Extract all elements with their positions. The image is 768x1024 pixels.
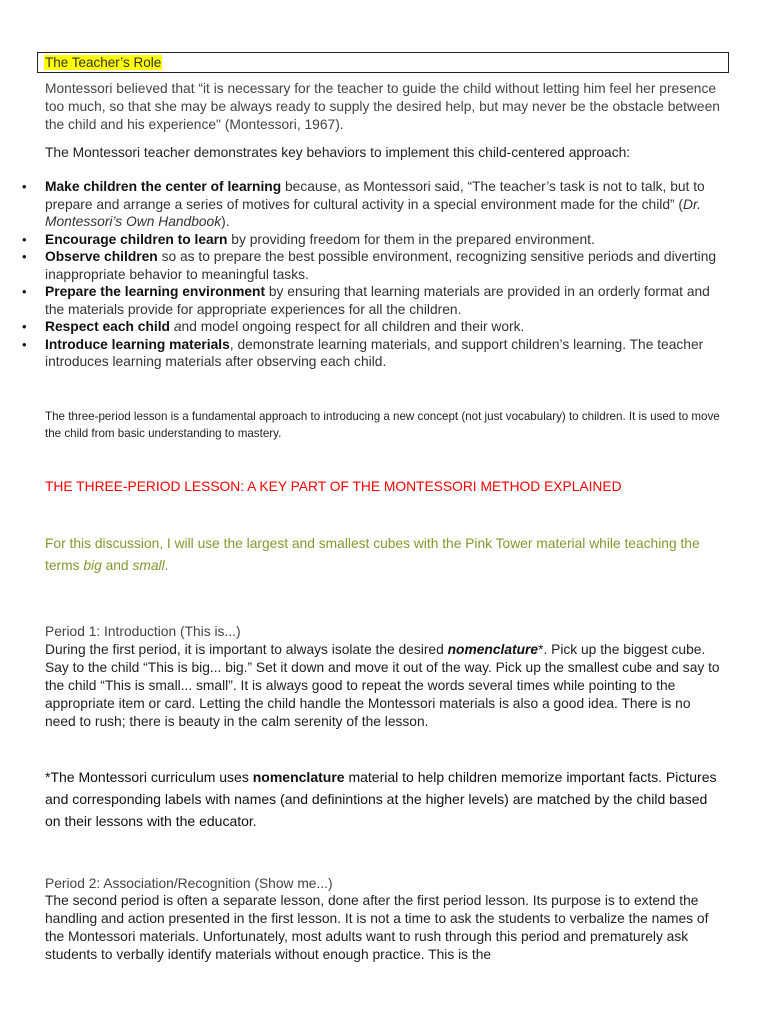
three-period-paragraph: The three-period lesson is a fundamental approach to introducing a new concept (not just vocabulary) to children. It is used to move the child from basic understanding to mastery. [45,410,720,440]
period1-body [45,641,725,731]
bullet-text: , demonstrate learning materials, and support children’s learning. The teacher introduces learning materials after observing each child. [45,336,704,369]
list-item [0,231,730,249]
olive-text: and [101,557,133,573]
bullet-icon: • [22,284,27,299]
bullet-icon: • [22,336,27,352]
quote-paragraph: Montessori believed that “it is necessary for the teacher to guide the child without letting him feel her presence too much, so that she may be always ready to supply the desired help, but may never be the obstacle between the child and his experience" (Montessori, 1967). [45,81,720,132]
bullet-bold-label: Respect each child [45,319,170,334]
olive-text: . [164,557,169,573]
term-small: small [132,557,165,573]
list-item [0,283,730,318]
period2-heading: Period 2: Association/Recognition (Show me...) [45,876,333,891]
list-item [0,318,730,336]
bullet-icon: • [22,231,27,247]
footnote-paragraph [45,766,725,832]
red-heading: THE THREE-PERIOD LESSON: A KEY PART OF THE MONTESSORI METHOD EXPLAINED [45,479,622,494]
bullet-icon: • [22,319,27,334]
bullet-bold-label: Introduce learning materials [45,336,230,352]
footnote-term: nomenclature [252,769,345,785]
bullet-bold-label: Encourage children to learn [45,231,228,247]
section-title: The Teacher’s Role [45,55,162,70]
olive-text: For this discussion, I will use the largest and smallest cubes with the Pink Tower material while teaching the terms [45,536,700,573]
behaviors-list [0,178,730,371]
period2-body: The second period is often a separate lesson, done after the first period lesson. Its purpose is to extend the handling and action presented in the first lesson. It is not a time to ask the students to verbalize the names of the Montessori materials. Unfortunately, most adults want to rush through this period and prematurely ask students to verbally identify materials without enough practice. This is the [45,893,709,962]
bullet-text: by providing freedom for them in the prepared environment. [227,231,595,247]
period1-text: During the first period, it is important to always isolate the desired [45,642,448,657]
bullet-bold-label: Make children the center of learning [45,179,282,194]
bullet-italic: a [170,319,182,334]
bullet-text: because, as Montessori said, “The teacher’s task is not to talk, but to prepare and arrange a series of motives for cultural activity in a special environment made for the child” ( [45,179,705,212]
period1-text: *. Pick up the biggest cube. Say to the child “This is big... big.” Set it down and move it out of the way. Pick up the smallest cube and say to the child “This is small... small”. It is always good to repeat the words several times while pointing to the appropriate item or card. Letting the child handle the Montessori materials is also a good idea. There is no need to rush; there is beauty in the calm serenity of the lesson. [45,642,720,729]
list-item [0,178,730,231]
footnote-text: *The Montessori curriculum uses [45,769,253,785]
bullet-italic: Dr. Montessori’s Own Handbook [45,196,701,229]
term-big: big [83,557,102,573]
bullet-text: so as to prepare the best possible environment, recognizing sensitive periods and diverting inappropriate behavior to meaningful tasks. [45,249,717,282]
list-item [0,336,730,371]
bullet-text: nd model ongoing respect for all children and their work. [181,319,525,334]
period1-heading: Period 1: Introduction (This is...) [45,624,241,639]
footnote-text: material to help children memorize important facts. Pictures and corresponding labels with names (and definintions at the higher levels) are matched by the child based on their lessons with the educator. [45,769,717,829]
title-box [37,52,729,73]
bullet-text: by ensuring that learning materials are provided in an orderly format and the materials provide for appropriate experiences for all the children. [45,284,710,317]
olive-paragraph [45,533,725,576]
bullet-icon: • [22,179,27,194]
bullet-tail: ). [221,214,230,229]
intro-paragraph: The Montessori teacher demonstrates key behaviors to implement this child-centered approach: [45,145,631,160]
list-item [0,248,730,283]
bullet-bold-label: Observe children [45,249,158,264]
bullet-bold-label: Prepare the learning environment [45,284,266,299]
bullet-icon: • [22,249,27,264]
period1-term: nomenclature [447,642,539,657]
